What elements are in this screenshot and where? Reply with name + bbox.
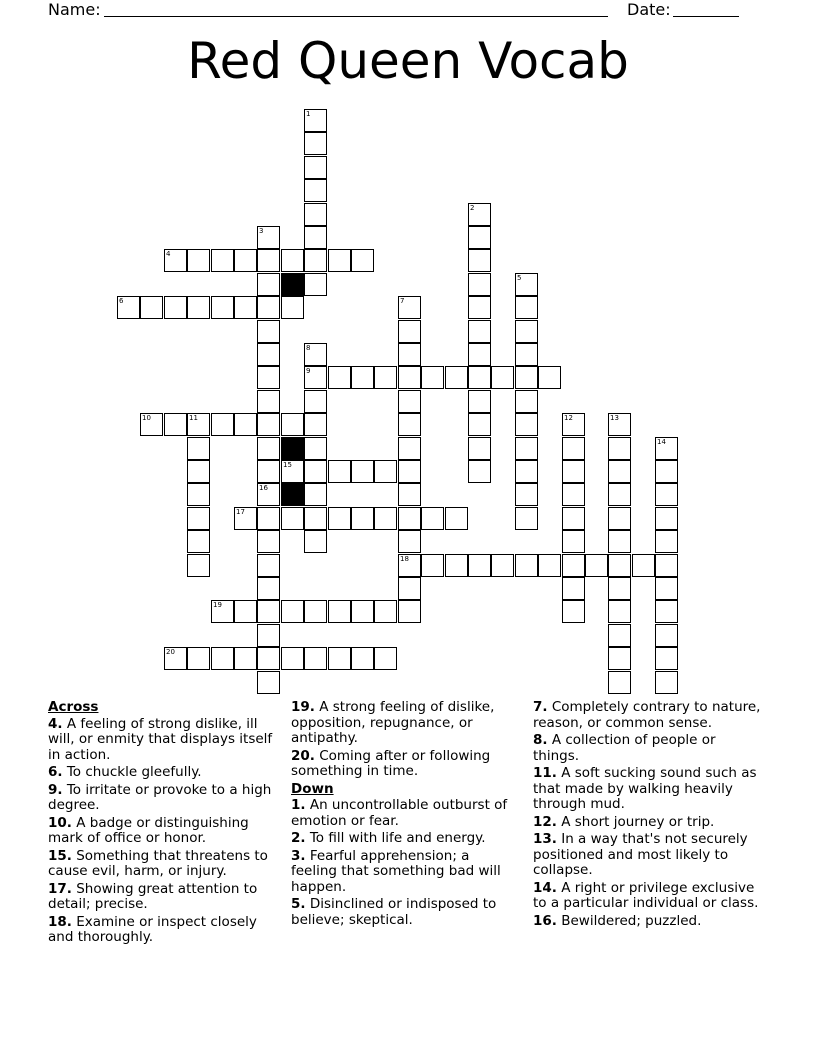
grid-cell[interactable] [257,600,280,623]
clue-down-12: 12. A short journey or trip. [533,813,715,830]
grid-cell[interactable] [398,577,421,600]
grid-cell[interactable] [304,203,327,226]
grid-cell[interactable] [304,647,327,670]
grid-cell-number: 6 [119,297,124,305]
clue-across-6: 6. To chuckle gleefully. [48,764,202,780]
grid-cell-number: 2 [470,204,475,212]
grid-cell[interactable] [608,600,631,623]
grid-cell[interactable] [257,413,280,436]
grid-cell[interactable] [211,413,234,436]
grid-cell[interactable] [257,577,280,600]
grid-cell[interactable] [655,437,678,460]
grid-cell[interactable] [398,460,421,483]
grid-cell[interactable] [164,249,187,272]
grid-cell[interactable] [655,507,678,530]
grid-cell[interactable] [211,600,234,623]
clue-across-19: 19. A strong feeling of dislike, opposition, repugnance, or antipathy. [291,699,495,746]
clue-across-15: 15. Something that threatens to cause evil, harm, or injury. [48,847,268,879]
grid-cell[interactable] [655,624,678,647]
grid-cell[interactable] [234,296,257,319]
grid-cell[interactable] [515,343,538,366]
grid-cell[interactable] [468,554,491,577]
grid-cell[interactable] [328,460,351,483]
grid-cell[interactable] [304,249,327,272]
clue-down-7: 7. Completely contrary to nature, reason, or common sense. [533,699,761,731]
grid-cell[interactable] [515,483,538,506]
grid-cell[interactable] [562,413,585,436]
clue-across-18: 18. Examine or inspect closely and thoroughly. [48,913,257,945]
date-label: Date: [627,0,671,19]
grid-cell[interactable] [211,296,234,319]
grid-cell[interactable] [562,530,585,553]
grid-cell[interactable] [374,507,397,530]
grid-cell[interactable] [585,554,608,577]
grid-cell[interactable] [515,460,538,483]
grid-cell[interactable] [632,554,655,577]
grid-cell[interactable] [257,320,280,343]
grid-cell[interactable] [468,390,491,413]
grid-cell[interactable] [281,296,304,319]
clue-across-4: 4. A feeling of strong dislike, ill will, or enmity that displays itself in action. [48,715,273,763]
clues-column-1 [48,700,278,948]
grid-cell[interactable] [655,554,678,577]
grid-cell[interactable] [351,249,374,272]
grid-cell[interactable] [164,413,187,436]
grid-cell[interactable] [655,460,678,483]
grid-cell[interactable] [468,320,491,343]
grid-cell[interactable] [445,507,468,530]
grid-cell[interactable] [234,507,257,530]
grid-cell[interactable] [304,179,327,202]
grid-cell-number: 4 [166,250,171,258]
grid-cell[interactable] [257,273,280,296]
clue-across-10: 10. A badge or distinguishing mark of office or honor. [48,814,249,846]
grid-cell[interactable] [304,132,327,155]
grid-cell[interactable] [187,554,210,577]
grid-cell[interactable] [421,554,444,577]
clues-column-2 [291,700,516,930]
grid-cell-number: 3 [259,227,264,235]
grid-cell[interactable] [515,437,538,460]
grid-cell[interactable] [468,343,491,366]
grid-cell[interactable] [187,507,210,530]
clue-across-17: 17. Showing great attention to detail; precise. [48,880,258,912]
grid-cell[interactable] [257,343,280,366]
grid-cell[interactable] [468,413,491,436]
grid-cell[interactable] [234,600,257,623]
grid-cell[interactable] [515,390,538,413]
grid-cell[interactable] [351,366,374,389]
grid-cell[interactable] [304,507,327,530]
grid-cell[interactable] [655,671,678,694]
grid-cell[interactable] [257,507,280,530]
grid-cell[interactable] [398,343,421,366]
grid-cell[interactable] [398,296,421,319]
grid-cell[interactable] [562,554,585,577]
grid-cell[interactable] [304,413,327,436]
grid-cell-number: 11 [189,414,198,422]
grid-cell[interactable] [515,507,538,530]
grid-cell[interactable] [164,296,187,319]
grid-cell[interactable] [281,600,304,623]
grid-cell[interactable] [655,647,678,670]
grid-cell[interactable] [398,366,421,389]
grid-cell[interactable] [515,366,538,389]
grid-cell-number: 8 [306,344,311,352]
grid-cell[interactable] [257,437,280,460]
grid-cell[interactable] [374,460,397,483]
grid-cell[interactable] [608,624,631,647]
grid-cell[interactable] [608,507,631,530]
grid-cell[interactable] [187,437,210,460]
clue-down-1: 1. An uncontrollable outburst of emotion or fear. [291,797,508,829]
grid-cell-number: 17 [236,508,245,516]
grid-cell[interactable] [608,530,631,553]
grid-cell[interactable] [234,249,257,272]
grid-cell[interactable] [374,600,397,623]
grid-cell[interactable] [304,343,327,366]
grid-cell-number: 7 [400,297,405,305]
clue-down-2: 2. To fill with life and energy. [291,830,486,846]
grid-cell[interactable] [608,577,631,600]
grid-cell[interactable] [328,507,351,530]
grid-cell-number: 9 [306,367,311,375]
grid-cell[interactable] [608,413,631,436]
grid-cell[interactable] [491,554,514,577]
clue-down-13: 13. In a way that's not securely positioned and most likely to collapse. [533,831,748,878]
grid-cell[interactable] [398,483,421,506]
grid-cell[interactable] [421,366,444,389]
grid-cell[interactable] [445,554,468,577]
grid-cell[interactable] [468,203,491,226]
grid-cell-number: 15 [283,461,292,469]
grid-cell[interactable] [281,507,304,530]
grid-cell[interactable] [398,530,421,553]
grid-cell[interactable] [257,530,280,553]
grid-block-cell [281,273,304,296]
grid-cell[interactable] [211,647,234,670]
grid-cell[interactable] [234,647,257,670]
grid-cell-number: 16 [259,484,268,492]
grid-cell[interactable] [468,366,491,389]
grid-cell[interactable] [304,366,327,389]
grid-cell[interactable] [257,249,280,272]
grid-cell[interactable] [398,600,421,623]
grid-cell[interactable] [398,507,421,530]
grid-cell[interactable] [328,647,351,670]
grid-cell[interactable] [328,249,351,272]
clue-down-16: 16. Bewildered; puzzled. [533,912,702,929]
grid-cell[interactable] [304,530,327,553]
grid-cell[interactable] [304,437,327,460]
grid-cell-number: 1 [306,110,311,118]
grid-cell[interactable] [351,507,374,530]
grid-cell[interactable] [515,413,538,436]
grid-cell[interactable] [304,483,327,506]
grid-cell[interactable] [538,554,561,577]
grid-cell[interactable] [374,647,397,670]
grid-cell[interactable] [655,600,678,623]
grid-cell[interactable] [398,390,421,413]
grid-cell[interactable] [164,647,187,670]
grid-cell[interactable] [562,577,585,600]
grid-cell[interactable] [515,273,538,296]
grid-cell[interactable] [304,226,327,249]
grid-cell[interactable] [257,366,280,389]
grid-cell[interactable] [562,460,585,483]
grid-cell[interactable] [304,156,327,179]
grid-cell[interactable] [257,226,280,249]
grid-cell[interactable] [562,600,585,623]
grid-cell[interactable] [398,554,421,577]
grid-cell[interactable] [140,413,163,436]
grid-cell[interactable] [608,647,631,670]
grid-cell[interactable] [398,320,421,343]
grid-cell[interactable] [257,671,280,694]
grid-cell-number: 10 [142,414,151,422]
grid-cell[interactable] [234,413,257,436]
grid-cell[interactable] [468,226,491,249]
grid-cell[interactable] [515,320,538,343]
clue-down-8: 8. A collection of people or things. [533,732,716,764]
grid-cell[interactable] [655,530,678,553]
grid-cell[interactable] [304,390,327,413]
grid-cell[interactable] [187,296,210,319]
grid-cell-number: 18 [400,555,409,563]
grid-cell[interactable] [187,249,210,272]
grid-cell[interactable] [351,600,374,623]
grid-cell[interactable] [398,413,421,436]
grid-cell[interactable] [374,366,397,389]
name-label: Name: [48,0,101,19]
grid-cell[interactable] [328,366,351,389]
grid-cell[interactable] [515,554,538,577]
grid-cell[interactable] [468,273,491,296]
grid-cell[interactable] [281,413,304,436]
grid-cell[interactable] [491,366,514,389]
grid-cell[interactable] [281,249,304,272]
grid-cell[interactable] [117,296,140,319]
grid-block-cell [281,437,304,460]
grid-cell[interactable] [608,483,631,506]
grid-cell[interactable] [608,460,631,483]
grid-cell[interactable] [257,483,280,506]
grid-cell[interactable] [187,530,210,553]
grid-cell[interactable] [608,671,631,694]
clue-down-5: 5. Disinclined or indisposed to believe; skeptical. [291,896,497,928]
grid-cell[interactable] [562,483,585,506]
grid-cell[interactable] [468,437,491,460]
page-title: Red Queen Vocab [187,32,629,90]
grid-cell-number: 20 [166,648,175,656]
grid-cell[interactable] [257,554,280,577]
grid-cell[interactable] [304,109,327,132]
grid-cell[interactable] [187,483,210,506]
clue-down-3: 3. Fearful apprehension; a feeling that something bad will happen. [291,847,501,895]
grid-cell[interactable] [562,507,585,530]
grid-cell[interactable] [257,460,280,483]
grid-cell[interactable] [608,554,631,577]
grid-cell-number: 19 [213,601,222,609]
grid-cell[interactable] [468,249,491,272]
grid-cell[interactable] [281,460,304,483]
clue-across-9: 9. To irritate or provoke to a high degree. [48,781,272,813]
clue-across-20: 20. Coming after or following something in time. [291,747,491,779]
grid-cell[interactable] [211,249,234,272]
grid-cell[interactable] [187,647,210,670]
grid-cell[interactable] [328,600,351,623]
grid-cell[interactable] [421,507,444,530]
grid-cell[interactable] [655,577,678,600]
grid-cell[interactable] [515,296,538,319]
clue-down-14: 14. A right or privilege exclusive to a particular individual or class. [533,879,759,911]
grid-cell[interactable] [281,647,304,670]
grid-cell[interactable] [351,647,374,670]
grid-cell[interactable] [538,366,561,389]
grid-cell[interactable] [445,366,468,389]
grid-cell[interactable] [398,437,421,460]
grid-cell[interactable] [187,413,210,436]
grid-cell[interactable] [257,647,280,670]
clue-down-11: 11. A soft sucking sound such as that made by walking heavily through mud. [533,765,757,812]
grid-block-cell [281,483,304,506]
grid-cell[interactable] [655,483,678,506]
across-heading: Across [48,699,99,715]
clues-column-3 [533,700,763,931]
grid-cell[interactable] [140,296,163,319]
grid-cell-number: 5 [517,274,522,282]
grid-cell[interactable] [468,460,491,483]
grid-cell[interactable] [351,460,374,483]
grid-cell[interactable] [304,273,327,296]
grid-cell[interactable] [608,437,631,460]
grid-cell[interactable] [468,296,491,319]
grid-cell[interactable] [257,624,280,647]
grid-cell[interactable] [257,390,280,413]
down-heading: Down [291,780,334,797]
grid-cell[interactable] [257,296,280,319]
grid-cell[interactable] [562,437,585,460]
grid-cell-number: 12 [564,414,573,422]
grid-cell[interactable] [304,600,327,623]
grid-cell[interactable] [187,460,210,483]
grid-cell[interactable] [304,460,327,483]
grid-cell-number: 14 [657,438,666,446]
grid-cell-number: 13 [610,414,619,422]
